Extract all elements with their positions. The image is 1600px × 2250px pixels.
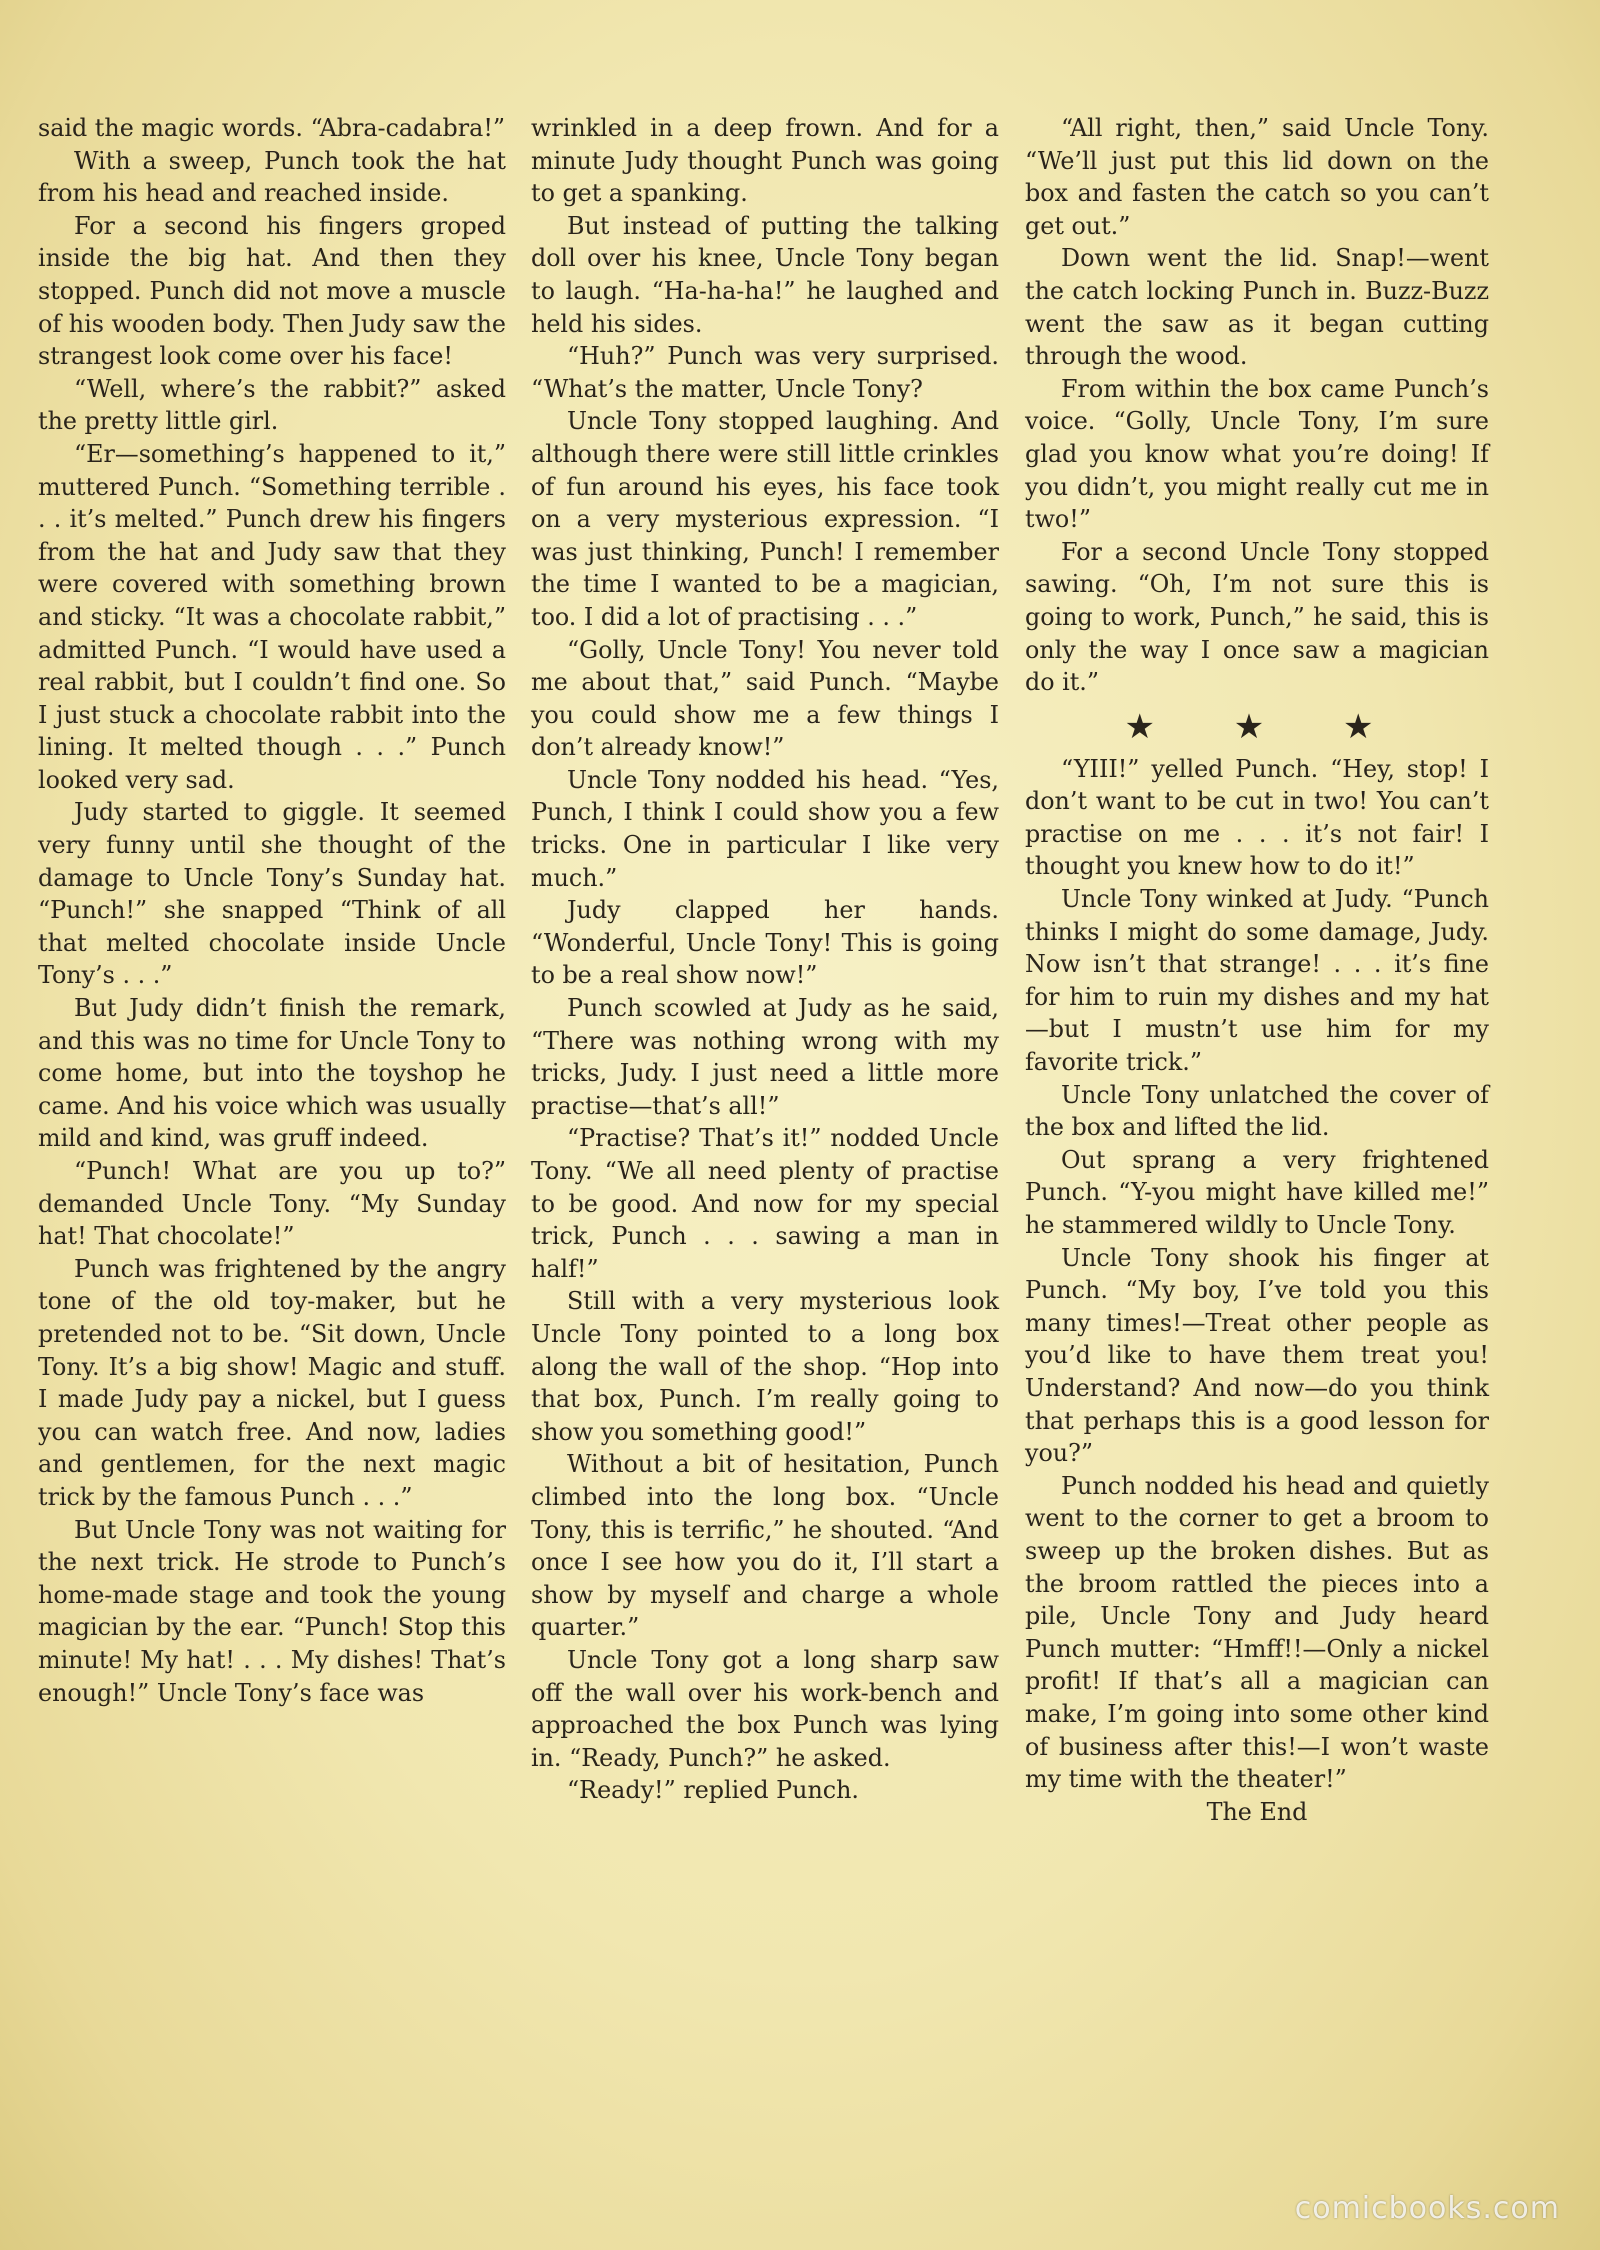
paragraph: “Golly, Uncle Tony! You never told me about that,” said Punch. “Maybe you could show me a few things I don’t already know!” [531, 635, 999, 762]
paragraph: Judy started to giggle. It seemed very funny until she thought of the damage to Uncle Tony’s Sunday hat. “Punch!” she snapped “Think of all that melted chocolate inside Uncle Tony’s . . .” [38, 798, 506, 990]
paragraph: Uncle Tony stopped laughing. And although there were still little crinkles of fun around his eyes, his face took on a very mysterious expression. “I was just thinking, Punch! I remember the time I wanted to be a magician, too. I did a lot of practising . . .” [531, 407, 999, 631]
paragraph: Without a bit of hesitation, Punch climbed into the long box. “Uncle Tony, this is terrific,” he shouted. “And once I see how you do it, I’ll start a show by myself and charge a whole quarter.” [531, 1450, 999, 1642]
site-watermark: comicbooks.com [1294, 2191, 1560, 2226]
the-end-label: The End [1206, 1797, 1308, 1826]
paragraph: But Judy didn’t finish the remark, and this was no time for Uncle Tony to come home, but into the toyshop he came. And his voice which was usually mild and kind, was gruff indeed. [38, 994, 506, 1153]
story-column-2 [531, 112, 999, 1807]
paragraph: For a second Uncle Tony stopped sawing. “Oh, I’m not sure this is going to work, Punch,” he said, this is only the way I once saw a magician do it.” [1025, 537, 1489, 697]
paragraph: Still with a very mysterious look Uncle Tony pointed to a long box along the wall of the shop. “Hop into that box, Punch. I’m really going to show you something good!” [531, 1287, 999, 1446]
paragraph: Uncle Tony winked at Judy. “Punch thinks I might do some damage, Judy. Now isn’t that strange! . . . it’s fine for him to ruin my dishes and my hat—but I mustn’t use him for my favorite trick.” [1025, 885, 1489, 1077]
paragraph: Uncle Tony nodded his head. “Yes, Punch, I think I could show you a few tricks. One in particular I like very much.” [531, 765, 999, 892]
paragraph: “Er—something’s happened to it,” muttered Punch. “Something terrible . . . it’s melted.” Punch drew his fingers from the hat and Judy saw that they were covered with something brown and sticky. “It was a chocolate rabbit,” admitted Punch. “I would have used a real rabbit, but I couldn’t find one. So I just stuck a chocolate rabbit into the lining. It melted though . . .” Punch looked very sad. [38, 439, 506, 794]
paragraph: Punch nodded his head and quietly went to the corner to get a broom to sweep up the broken dishes. But as the broom rattled the pieces into a pile, Uncle Tony and Judy heard Punch mutter: “Hmff!!—Only a nickel profit! If that’s all a magician can make, I’m going into some other kind of business after this!—I won’t waste my time with the theater!” [1025, 1471, 1489, 1794]
paragraph: Punch was frightened by the angry tone of the old toy-maker, but he pretended not to be. “Sit down, Uncle Tony. It’s a big show! Magic and stuff. I made Judy pay a nickel, but I guess you can watch free. And now, ladies and gentlemen, for the next magic trick by the famous Punch . . .” [38, 1254, 506, 1511]
paragraph: “All right, then,” said Uncle Tony. “We’ll just put this lid down on the box and fasten the catch so you can’t get out.” [1025, 114, 1489, 240]
paragraph: said the magic words. “Abra-cadabra!” [38, 114, 506, 142]
paragraph: “Huh?” Punch was very surprised. “What’s the matter, Uncle Tony? [531, 342, 999, 403]
paragraph: “Punch! What are you up to?” demanded Uncle Tony. “My Sunday hat! That chocolate!” [38, 1157, 506, 1251]
paragraph: But Uncle Tony was not waiting for the next trick. He strode to Punch’s home-made stage and took the young magician by the ear. “Punch! Stop this minute! My hat! . . . My dishes! That’s enough!” Uncle Tony’s face was [38, 1515, 506, 1707]
paragraph: “Practise? That’s it!” nodded Uncle Tony. “We all need plenty of practise to be good. And now for my special trick, Punch . . . sawing a man in half!” [531, 1124, 999, 1283]
paragraph: Out sprang a very frightened Punch. “Y-you might have killed me!” he stammered wildly to Uncle Tony. [1025, 1145, 1489, 1239]
paragraph: From within the box came Punch’s voice. “Golly, Uncle Tony, I’m sure glad you know what you’re doing! If you didn’t, you might really cut me in two!” [1025, 374, 1489, 534]
paragraph: For a second his fingers groped inside the big hat. And then they stopped. Punch did not move a muscle of his wooden body. Then Judy saw the strangest look come over his face! [38, 211, 506, 371]
paragraph: Uncle Tony got a long sharp saw off the wall over his work-bench and approached the box Punch was lying in. “Ready, Punch?” he asked. [531, 1645, 999, 1772]
paragraph: Punch scowled at Judy as he said, “There was nothing wrong with my tricks, Judy. I just need a little more practise—that’s all!” [531, 994, 999, 1120]
paragraph: “YIII!” yelled Punch. “Hey, stop! I don’t want to be cut in two! You can’t practise on me . . . it’s not fair! I thought you knew how to do it!” [1025, 754, 1489, 881]
section-break-stars: ★ ★ ★ [1124, 706, 1408, 747]
paragraph: “Well, where’s the rabbit?” asked the pretty little girl. [38, 374, 506, 436]
paragraph: But instead of putting the talking doll over his knee, Uncle Tony began to laugh. “Ha-ha-ha!” he laughed and held his sides. [531, 211, 999, 338]
paragraph: Judy clapped her hands. “Wonderful, Uncle Tony! This is going to be a real show now!” [531, 896, 999, 990]
paragraph: wrinkled in a deep frown. And for a minute Judy thought Punch was going to get a spanking. [531, 114, 999, 208]
paragraph: “Ready!” replied Punch. [567, 1776, 859, 1805]
paragraph: Uncle Tony unlatched the cover of the box and lifted the lid. [1025, 1080, 1489, 1142]
paragraph: Down went the lid. Snap!—went the catch locking Punch in. Buzz-Buzz went the saw as it began cutting through the wood. [1025, 244, 1489, 371]
story-column-3 [1025, 112, 1489, 1828]
paragraph: With a sweep, Punch took the hat from his head and reached inside. [38, 146, 506, 208]
paragraph: Uncle Tony shook his finger at Punch. “My boy, I’ve told you this many times!—Treat other people as you’d like to have them treat you! Understand? And now—do you think that perhaps this is a good lesson for you?” [1025, 1243, 1489, 1468]
story-column-1 [38, 112, 506, 1709]
